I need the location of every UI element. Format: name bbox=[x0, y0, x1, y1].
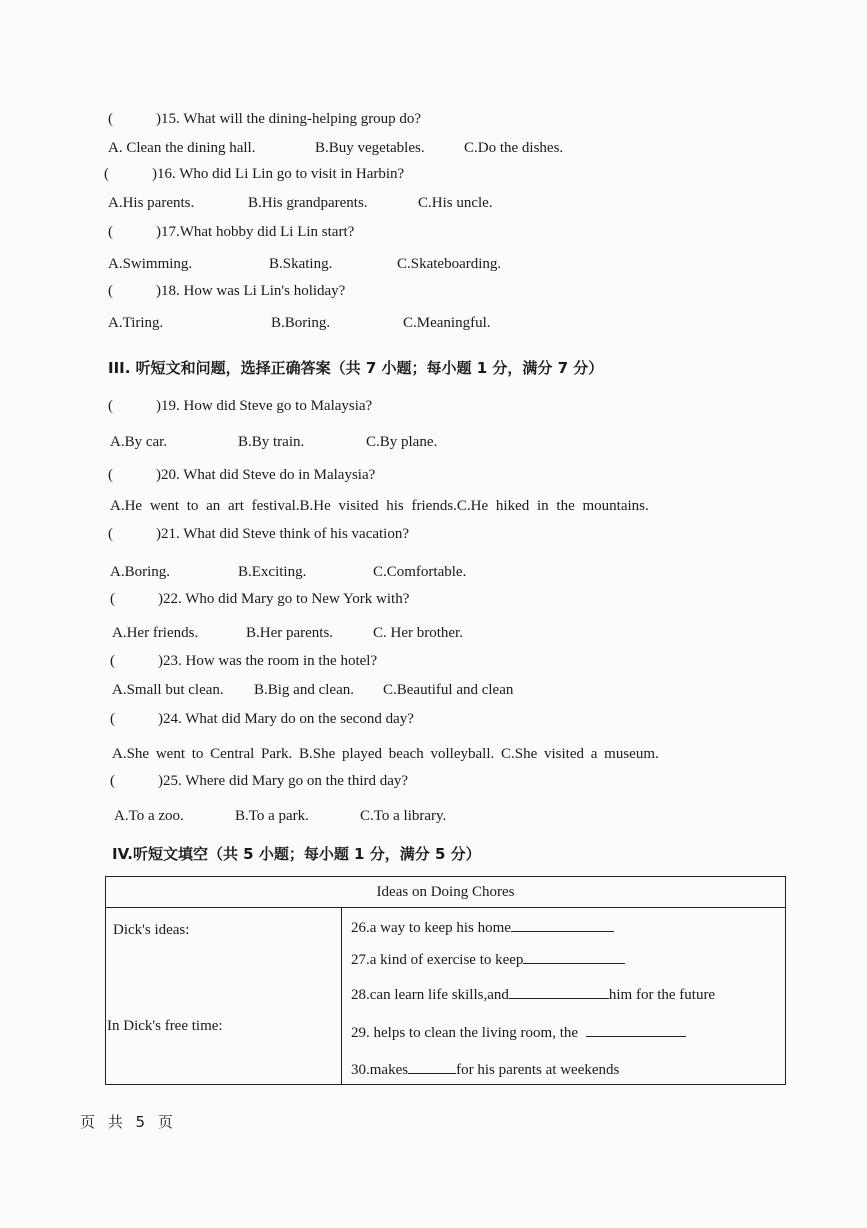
options-combined: A.She went to Central Park. B.She played beach volleyball. C.She visited a museum. bbox=[112, 746, 659, 762]
page-footer: 页 共 5 页 bbox=[80, 1113, 177, 1131]
question-25 bbox=[110, 772, 408, 790]
option-b: B.Her parents. bbox=[246, 625, 334, 641]
dicks-ideas-label: Dick's ideas: bbox=[113, 922, 190, 938]
options-19 bbox=[110, 433, 437, 451]
option-c: C.Comfortable. bbox=[373, 564, 467, 580]
answer-paren[interactable]: ( bbox=[108, 467, 113, 483]
answer-paren[interactable]: ( bbox=[108, 398, 113, 414]
item-text: 30.makes bbox=[351, 1062, 409, 1078]
question-text: )21. What did Steve think of his vacation? bbox=[156, 526, 410, 542]
blank-item-30 bbox=[351, 1059, 619, 1079]
options-23 bbox=[112, 681, 513, 699]
option-a: A.His parents. bbox=[108, 195, 195, 211]
options-21 bbox=[110, 563, 466, 581]
answer-paren[interactable]: ( bbox=[110, 653, 115, 669]
question-text: )18. How was Li Lin's holiday? bbox=[156, 283, 346, 299]
option-b: B.Big and clean. bbox=[254, 682, 354, 698]
blank-item-29 bbox=[351, 1022, 686, 1042]
option-b: B.Exciting. bbox=[238, 564, 307, 580]
answer-paren[interactable]: ( bbox=[108, 526, 113, 542]
answer-paren[interactable]: ( bbox=[110, 773, 115, 789]
option-a: A.Boring. bbox=[110, 564, 170, 580]
answer-paren[interactable]: ( bbox=[108, 283, 113, 299]
answer-paren[interactable]: ( bbox=[108, 224, 113, 240]
option-b: B.By train. bbox=[238, 434, 305, 450]
options-18 bbox=[108, 314, 491, 332]
question-18 bbox=[108, 282, 345, 300]
answer-paren[interactable]: ( bbox=[110, 711, 115, 727]
options-15 bbox=[108, 139, 563, 157]
question-17 bbox=[108, 223, 354, 241]
table-left-cell bbox=[106, 908, 342, 1085]
item-text-after: for his parents at weekends bbox=[456, 1062, 620, 1078]
table-right-cell bbox=[342, 908, 786, 1085]
blank-item-26 bbox=[351, 917, 614, 937]
section-heading-part3: III. 听短文和问题，选择正确答案（共 7 小题；每小题 1 分，满分 7 分） bbox=[108, 359, 604, 377]
question-16 bbox=[104, 165, 404, 183]
question-text: )19. How did Steve go to Malaysia? bbox=[156, 398, 373, 414]
option-a: A. Clean the dining hall. bbox=[108, 140, 256, 156]
option-c: C.By plane. bbox=[366, 434, 438, 450]
options-22 bbox=[112, 624, 463, 642]
option-c: C. Her brother. bbox=[373, 625, 463, 641]
options-combined: A.He went to an art festival.B.He visited his friends.C.He hiked in the mountains. bbox=[110, 498, 649, 514]
answer-paren[interactable]: ( bbox=[110, 591, 115, 607]
answer-paren[interactable]: ( bbox=[104, 166, 109, 182]
question-21 bbox=[108, 525, 409, 543]
question-text: )22. Who did Mary go to New York with? bbox=[158, 591, 410, 607]
answer-paren[interactable]: ( bbox=[108, 111, 113, 127]
options-20 bbox=[110, 497, 649, 515]
blank-item-27 bbox=[351, 949, 625, 969]
chores-table bbox=[105, 876, 786, 1085]
option-c: C.Do the dishes. bbox=[464, 140, 564, 156]
option-a: A.Her friends. bbox=[112, 625, 199, 641]
answer-blank[interactable] bbox=[586, 1022, 686, 1037]
option-c: C.Beautiful and clean bbox=[383, 682, 514, 698]
option-a: A.By car. bbox=[110, 434, 168, 450]
question-text: )16. Who did Li Lin go to visit in Harbin? bbox=[152, 166, 405, 182]
section-heading-part4: IV.听短文填空（共 5 小题；每小题 1 分，满分 5 分） bbox=[112, 845, 481, 863]
question-text: )15. What will the dining-helping group do? bbox=[156, 111, 422, 127]
question-text: )17.What hobby did Li Lin start? bbox=[156, 224, 355, 240]
option-a: A.Tiring. bbox=[108, 315, 164, 331]
option-a: A.To a zoo. bbox=[114, 808, 184, 824]
answer-blank[interactable] bbox=[408, 1059, 456, 1074]
answer-blank[interactable] bbox=[523, 949, 625, 964]
options-24 bbox=[112, 745, 659, 763]
answer-blank[interactable] bbox=[511, 917, 614, 932]
option-c: C.His uncle. bbox=[418, 195, 493, 211]
item-text: 29. helps to clean the living room, the bbox=[351, 1025, 579, 1041]
question-24 bbox=[110, 710, 414, 728]
question-15 bbox=[108, 110, 421, 128]
question-text: )23. How was the room in the hotel? bbox=[158, 653, 378, 669]
option-a: A.Swimming. bbox=[108, 256, 193, 272]
table-caption: Ideas on Doing Chores bbox=[106, 877, 786, 908]
item-text: 28.can learn life skills,and bbox=[351, 987, 509, 1003]
question-text: )25. Where did Mary go on the third day? bbox=[158, 773, 409, 789]
options-16 bbox=[108, 194, 493, 212]
item-text: 27.a kind of exercise to keep bbox=[351, 952, 524, 968]
question-19 bbox=[108, 397, 372, 415]
option-b: B.To a park. bbox=[235, 808, 309, 824]
item-text: 26.a way to keep his home bbox=[351, 920, 511, 936]
option-a: A.Small but clean. bbox=[112, 682, 224, 698]
option-b: B.His grandparents. bbox=[248, 195, 368, 211]
option-b: B.Boring. bbox=[271, 315, 331, 331]
option-c: C.To a library. bbox=[360, 808, 447, 824]
question-text: )24. What did Mary do on the second day? bbox=[158, 711, 414, 727]
question-22 bbox=[110, 590, 409, 608]
option-b: B.Skating. bbox=[269, 256, 333, 272]
question-23 bbox=[110, 652, 377, 670]
option-b: B.Buy vegetables. bbox=[315, 140, 425, 156]
question-20 bbox=[108, 466, 375, 484]
options-17 bbox=[108, 255, 501, 273]
question-text: )20. What did Steve do in Malaysia? bbox=[156, 467, 376, 483]
blank-item-28 bbox=[351, 984, 715, 1004]
item-text-after: him for the future bbox=[608, 987, 716, 1003]
option-c: C.Skateboarding. bbox=[397, 256, 502, 272]
free-time-label: In Dick's free time: bbox=[107, 1018, 223, 1034]
option-c: C.Meaningful. bbox=[403, 315, 491, 331]
options-25 bbox=[114, 807, 446, 825]
answer-blank[interactable] bbox=[509, 984, 609, 999]
